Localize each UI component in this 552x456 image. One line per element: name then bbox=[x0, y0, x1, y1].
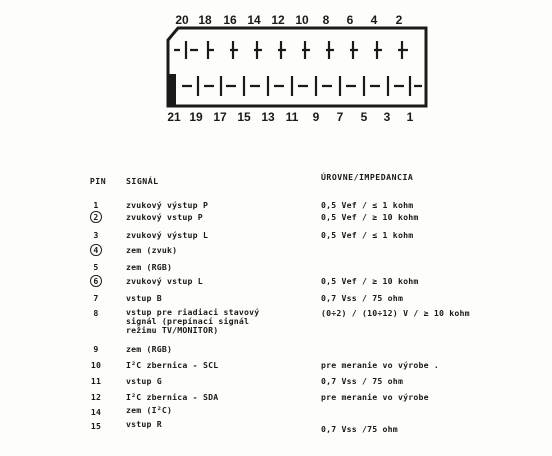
signal-cell: zvukový výstup L bbox=[126, 230, 209, 240]
signal-cell: I²C zbernica - SDA bbox=[126, 392, 219, 402]
pin-number: 17 bbox=[213, 110, 227, 124]
pin-cell: 11 bbox=[90, 376, 102, 386]
pin-number: 18 bbox=[198, 13, 212, 27]
header-level: ÚROVNE/IMPEDANCIA bbox=[321, 172, 414, 182]
signal-cell: vstup R bbox=[126, 419, 162, 429]
pin-cell-circled: 4 bbox=[86, 245, 106, 255]
level-cell: 0,5 Vef / ≥ 10 kohm bbox=[321, 276, 419, 286]
pin-number: 20 bbox=[175, 13, 189, 27]
header-pin: PIN bbox=[89, 176, 107, 186]
pin-number: 4 bbox=[370, 13, 378, 27]
signal-cell-multiline: vstup pre riadiaci stavový signál (prepínací signál režimu TV/MONITOR) bbox=[126, 307, 260, 335]
level-cell: 0,7 Vss / 75 ohm bbox=[321, 293, 404, 303]
level-cell: (0÷2) / (10÷12) V / ≥ 10 kohm bbox=[321, 308, 470, 318]
signal-cell: zem (RGB) bbox=[126, 262, 173, 272]
level-cell: 0,5 Vef / ≤ 1 kohm bbox=[321, 230, 414, 240]
pin-number: 13 bbox=[261, 110, 275, 124]
pin-number: 8 bbox=[322, 13, 330, 27]
level-cell: 0,5 Vef / ≤ 1 kohm bbox=[321, 200, 414, 210]
pin-number: 10 bbox=[295, 13, 309, 27]
signal-cell: zvukový vstup L bbox=[126, 276, 203, 286]
level-cell: pre meranie vo výrobe bbox=[321, 392, 429, 402]
pin-cell: 7 bbox=[93, 293, 99, 303]
pin-cell-circled: 6 bbox=[86, 276, 106, 286]
signal-cell: zem (zvuk) bbox=[126, 245, 178, 255]
pin-number: 9 bbox=[312, 110, 320, 124]
pin-number: 12 bbox=[271, 13, 285, 27]
pin-number: 7 bbox=[336, 110, 344, 124]
signal-cell: zvukový výstup P bbox=[126, 200, 209, 210]
pin-cell: 3 bbox=[93, 230, 99, 240]
pin-cell: 14 bbox=[90, 407, 102, 417]
pin-number: 19 bbox=[189, 110, 203, 124]
header-signal: SIGNÁL bbox=[126, 176, 159, 186]
pin-number: 2 bbox=[395, 13, 403, 27]
level-cell: 0,5 Vef / ≥ 10 kohm bbox=[321, 212, 419, 222]
signal-cell: zem (I²C) bbox=[126, 405, 173, 415]
pin-number: 21 bbox=[167, 110, 181, 124]
signal-cell: I²C zbernica - SCL bbox=[126, 360, 219, 370]
signal-cell: vstup B bbox=[126, 293, 162, 303]
pin-cell: 8 bbox=[93, 308, 99, 318]
level-cell: pre meranie vo výrobe . bbox=[321, 360, 439, 370]
pin-number: 16 bbox=[223, 13, 237, 27]
level-cell: 0,7 Vss / 75 ohm bbox=[321, 376, 404, 386]
pin-cell: 9 bbox=[93, 344, 99, 354]
pin-cell: 5 bbox=[93, 262, 99, 272]
pin-cell: 12 bbox=[90, 392, 102, 402]
pin-number: 1 bbox=[406, 110, 414, 124]
level-cell: 0,7 Vss /75 ohm bbox=[321, 424, 398, 434]
pin-number: 5 bbox=[360, 110, 368, 124]
signal-cell: zvukový vstup P bbox=[126, 212, 203, 222]
pin-cell: 10 bbox=[90, 360, 102, 370]
signal-cell: zem (RGB) bbox=[126, 344, 173, 354]
pin-cell-circled: 2 bbox=[86, 212, 106, 222]
pin-number: 14 bbox=[247, 13, 261, 27]
pin-number: 15 bbox=[237, 110, 251, 124]
pin-number: 6 bbox=[346, 13, 354, 27]
pin-number: 3 bbox=[383, 110, 391, 124]
pin-cell: 1 bbox=[93, 200, 99, 210]
pin-cell: 15 bbox=[90, 421, 102, 431]
signal-cell: vstup G bbox=[126, 376, 162, 386]
pin-number: 11 bbox=[285, 110, 299, 124]
